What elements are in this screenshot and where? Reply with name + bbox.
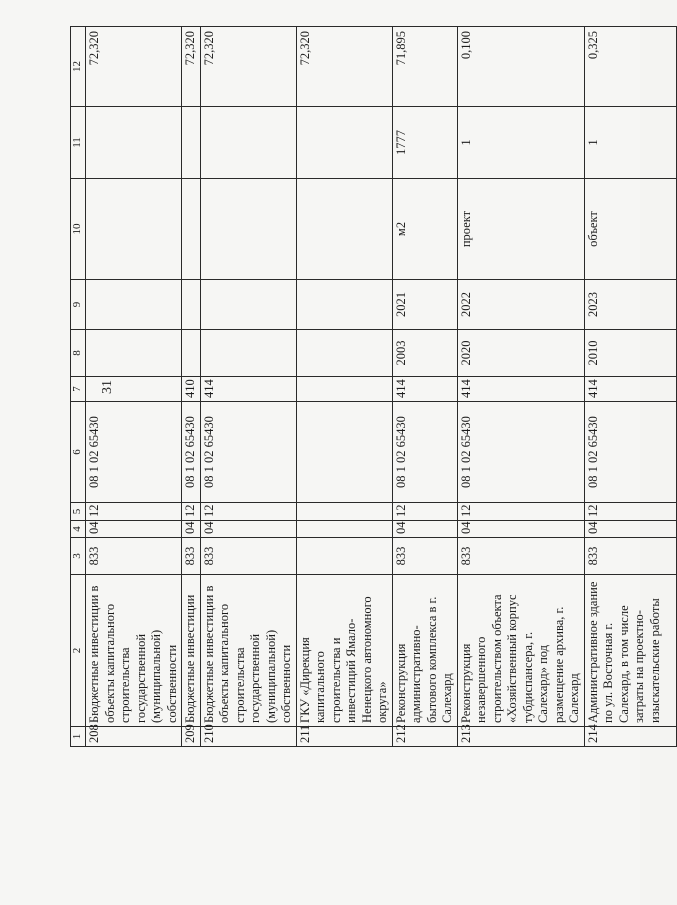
table-cell: 12	[457, 503, 584, 521]
table-cell: 2021	[392, 280, 457, 330]
row-description-cell: Бюджетные инвестиции в объекты капитального строительства государственной (муниципальной) собственности	[86, 575, 182, 727]
header-cell: 7	[71, 377, 86, 402]
table-cell: 72,320	[200, 27, 296, 107]
table-cell: 210	[200, 727, 296, 747]
table-cell: 0,325	[584, 27, 676, 107]
row-description-cell: Бюджетные инвестиции в объекты капитального строительства государственной (муниципальной) собственности	[200, 575, 296, 727]
table-cell	[200, 280, 296, 330]
table-cell: 04	[86, 521, 182, 538]
table-cell: 72,320	[296, 27, 392, 107]
table-cell	[200, 107, 296, 179]
table-cell: м2	[392, 179, 457, 280]
table-cell: 2010	[584, 330, 676, 377]
table-cell	[296, 330, 392, 377]
table-cell	[86, 377, 182, 402]
table-cell: 833	[182, 538, 201, 575]
table-cell	[182, 280, 201, 330]
table-row	[86, 27, 182, 747]
table-cell: 12	[584, 503, 676, 521]
table-cell: 08 1 02 65430	[182, 402, 201, 503]
table-cell: 2020	[457, 330, 584, 377]
table-row	[182, 27, 201, 747]
budget-table-container	[70, 27, 662, 747]
row-description-cell: Реконструкция незавершенного строительством объекта «Хозяйственный корпус тубдиспансера, г. Салехард» под размещение архива, г. Салехард	[457, 575, 584, 727]
header-cell: 11	[71, 107, 86, 179]
row-description-cell: Административное здание по ул. Восточная г. Салехард, в том числе затраты на проектно-изыскательские работы	[584, 575, 676, 727]
header-cell: 12	[71, 27, 86, 107]
table-row	[392, 27, 457, 747]
table-cell	[296, 521, 392, 538]
table-cell: 1	[457, 107, 584, 179]
table-cell	[200, 330, 296, 377]
table-cell	[182, 179, 201, 280]
table-cell: 2023	[584, 280, 676, 330]
table-cell: 08 1 02 65430	[392, 402, 457, 503]
table-cell: 1777	[392, 107, 457, 179]
table-cell: 214	[584, 727, 676, 747]
table-cell: 08 1 02 65430	[457, 402, 584, 503]
row-description-cell: Реконструкция административно-бытового комплекса в г. Салехард	[392, 575, 457, 727]
header-cell: 10	[71, 179, 86, 280]
table-cell: 833	[584, 538, 676, 575]
table-cell: 1	[584, 107, 676, 179]
table-cell: 12	[392, 503, 457, 521]
table-cell	[296, 179, 392, 280]
table-cell: 0,100	[457, 27, 584, 107]
table-cell: 04	[392, 521, 457, 538]
table-cell: 12	[182, 503, 201, 521]
table-cell: 08 1 02 65430	[86, 402, 182, 503]
table-cell	[182, 107, 201, 179]
table-cell: 12	[86, 503, 182, 521]
table-cell: 04	[457, 521, 584, 538]
table-cell	[86, 179, 182, 280]
header-cell: 6	[71, 402, 86, 503]
row-description-cell: ГКУ «Дирекция капитального строительства и инвестиций Ямало-Ненецкого автономного округа»	[296, 575, 392, 727]
table-cell	[296, 503, 392, 521]
table-cell	[86, 330, 182, 377]
header-cell: 1	[71, 727, 86, 747]
table-cell: 2003	[392, 330, 457, 377]
table-cell: объект	[584, 179, 676, 280]
budget-table	[70, 26, 677, 747]
header-cell: 5	[71, 503, 86, 521]
table-row	[200, 27, 296, 747]
table-cell: 04	[584, 521, 676, 538]
table-cell	[86, 280, 182, 330]
table-cell: 08 1 02 65430	[200, 402, 296, 503]
table-row	[457, 27, 584, 747]
table-cell: 72,320	[182, 27, 201, 107]
table-cell	[296, 280, 392, 330]
table-cell: 08 1 02 65430	[584, 402, 676, 503]
table-cell: 12	[200, 503, 296, 521]
table-cell: 2022	[457, 280, 584, 330]
table-cell: 414	[200, 377, 296, 402]
table-cell	[296, 402, 392, 503]
table-cell: 833	[392, 538, 457, 575]
table-cell	[86, 107, 182, 179]
table-cell: 04	[182, 521, 201, 538]
table-cell: 212	[392, 727, 457, 747]
table-cell: проект	[457, 179, 584, 280]
header-cell: 4	[71, 521, 86, 538]
header-cell: 9	[71, 280, 86, 330]
table-header-row	[71, 27, 86, 747]
table-cell: 208	[86, 727, 182, 747]
table-cell: 414	[584, 377, 676, 402]
table-cell	[296, 377, 392, 402]
table-cell: 414	[392, 377, 457, 402]
table-cell: 72,320	[86, 27, 182, 107]
page-number: 31	[100, 380, 115, 394]
table-row	[296, 27, 392, 747]
table-cell	[296, 538, 392, 575]
row-description-cell: Бюджетные инвестиции	[182, 575, 201, 727]
table-cell: 213	[457, 727, 584, 747]
table-cell: 414	[457, 377, 584, 402]
header-cell: 8	[71, 330, 86, 377]
table-cell: 04	[200, 521, 296, 538]
table-cell	[296, 107, 392, 179]
header-cell: 3	[71, 538, 86, 575]
table-cell: 410	[182, 377, 201, 402]
table-cell: 209	[182, 727, 201, 747]
table-row	[584, 27, 676, 747]
table-cell: 211	[296, 727, 392, 747]
table-cell: 833	[457, 538, 584, 575]
table-cell: 833	[200, 538, 296, 575]
header-cell: 2	[71, 575, 86, 727]
table-cell	[200, 179, 296, 280]
table-cell: 833	[86, 538, 182, 575]
table-cell	[182, 330, 201, 377]
table-cell: 71,895	[392, 27, 457, 107]
